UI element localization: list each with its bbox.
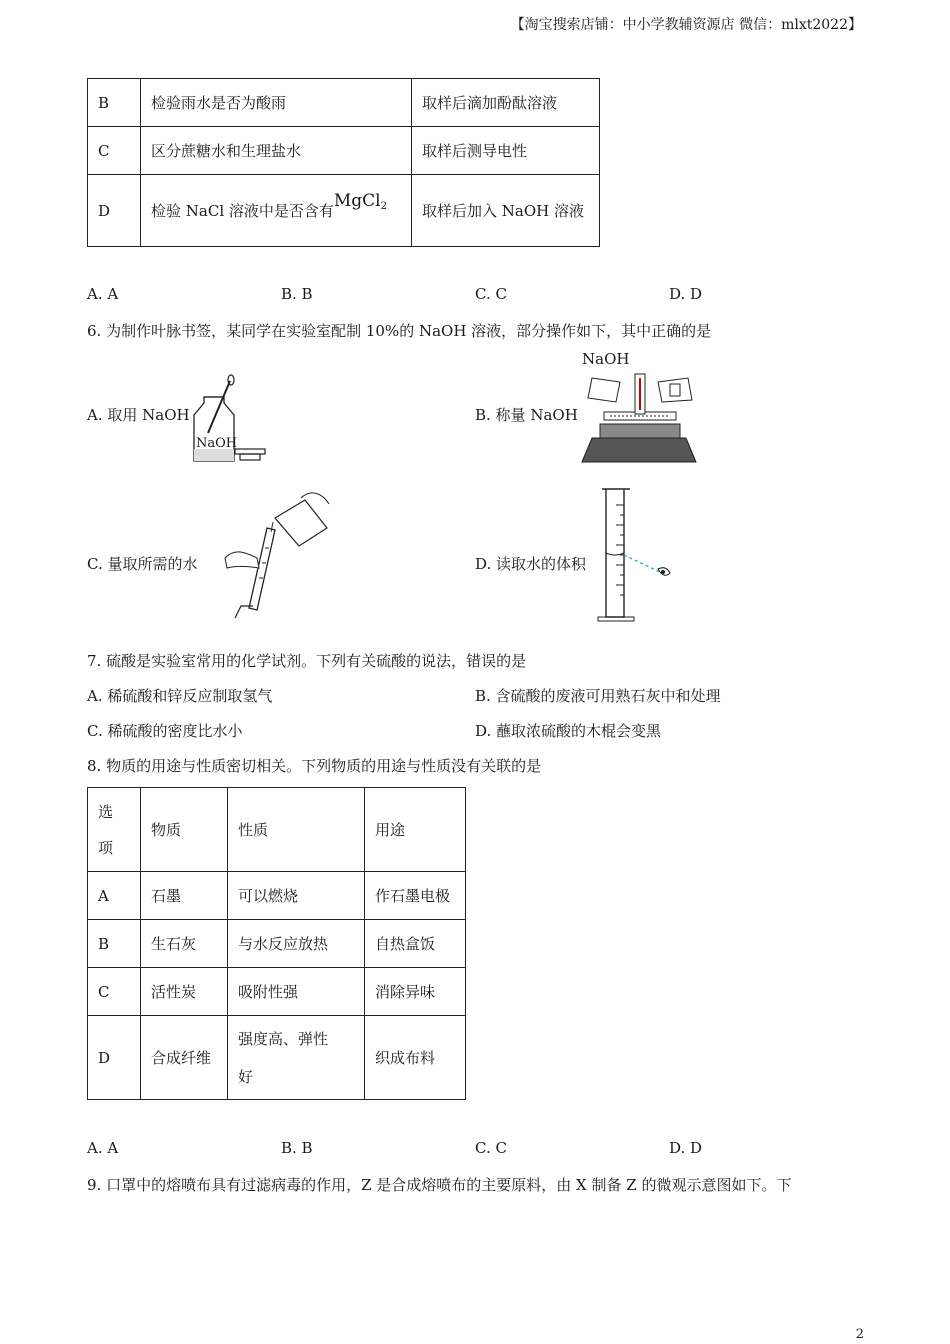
q7-option-b[interactable]: B. 含硫酸的废液可用熟石灰中和处理 xyxy=(475,687,721,705)
q5-choice-b[interactable]: B. B xyxy=(281,285,313,303)
balance-scale-icon xyxy=(580,370,700,465)
row-purpose: 检验雨水是否为酸雨 xyxy=(141,79,412,127)
table-row xyxy=(88,872,466,920)
reagent-bottle-spatula-icon xyxy=(190,375,270,465)
formula-main: MgCl xyxy=(333,190,381,211)
graduated-cylinder-eye-icon xyxy=(596,485,686,625)
row-substance: 合成纤维 xyxy=(141,1016,228,1100)
row-method: 取样后测导电性 xyxy=(412,127,600,175)
row-label: C xyxy=(88,127,141,175)
q7-option-d[interactable]: D. 蘸取浓硫酸的木棍会变黑 xyxy=(475,722,662,740)
q8-table xyxy=(87,787,466,1100)
header-substance: 物质 xyxy=(141,788,228,872)
row-label: A xyxy=(88,872,141,920)
q7-option-c[interactable]: C. 稀硫酸的密度比水小 xyxy=(87,722,243,740)
row-label: B xyxy=(88,920,141,968)
header-option-line2: 项 xyxy=(98,838,114,857)
q5-choice-a[interactable]: A. A xyxy=(87,285,119,303)
row-purpose: 区分蔗糖水和生理盐水 xyxy=(141,127,412,175)
bottle-label: NaOH xyxy=(196,436,238,451)
row-substance: 石墨 xyxy=(141,872,228,920)
row-label: D xyxy=(88,1016,141,1100)
table-row xyxy=(88,79,600,127)
row-substance: 活性炭 xyxy=(141,968,228,1016)
row-property: 可以燃烧 xyxy=(228,872,365,920)
row-property-line1: 强度高、弹性 xyxy=(238,1029,329,1048)
row-property: 与水反应放热 xyxy=(228,920,365,968)
balance-naoh-label: NaOH xyxy=(582,350,630,368)
row-label: D xyxy=(88,175,141,247)
header-property: 性质 xyxy=(228,788,365,872)
table-row xyxy=(88,127,600,175)
table-row xyxy=(88,175,600,247)
row-method: 取样后滴加酚酞溶液 xyxy=(412,79,600,127)
row-method: 取样后加入 NaOH 溶液 xyxy=(412,175,600,247)
row-property-line2: 好 xyxy=(238,1067,254,1086)
q6-option-b[interactable]: B. 称量 NaOH xyxy=(475,406,578,424)
mgcl2-formula xyxy=(334,191,387,211)
q8-choice-a[interactable]: A. A xyxy=(87,1139,119,1157)
q6-option-c[interactable]: C. 量取所需的水 xyxy=(87,555,198,573)
table-row xyxy=(88,920,466,968)
table-header-row xyxy=(88,788,466,872)
row-use: 自热盒饭 xyxy=(365,920,466,968)
row-label: B xyxy=(88,79,141,127)
row-substance: 生石灰 xyxy=(141,920,228,968)
header-use: 用途 xyxy=(365,788,466,872)
row-use: 消除异味 xyxy=(365,968,466,1016)
table-row xyxy=(88,968,466,1016)
page-number: 2 xyxy=(855,1327,864,1342)
row-use: 织成布料 xyxy=(365,1016,466,1100)
row-property xyxy=(228,1016,365,1100)
q8-choice-b[interactable]: B. B xyxy=(281,1139,313,1157)
table-row xyxy=(88,1016,466,1100)
pouring-water-cylinder-icon xyxy=(205,488,335,623)
header-option-line1: 选 xyxy=(98,802,114,821)
q5-choice-c[interactable]: C. C xyxy=(475,285,507,303)
header-option xyxy=(88,788,141,872)
q8-choice-d[interactable]: D. D xyxy=(669,1139,703,1157)
row-label: C xyxy=(88,968,141,1016)
q8-choice-c[interactable]: C. C xyxy=(475,1139,507,1157)
q6-stem: 6. 为制作叶脉书签，某同学在实验室配制 10%的 NaOH 溶液，部分操作如下，其中正确的是 xyxy=(87,322,712,340)
shop-header: 【淘宝搜索店铺：中小学教辅资源店 微信：mlxt2022】 xyxy=(510,17,862,33)
q9-stem: 9. 口罩中的熔喷布具有过滤病毒的作用，Z 是合成熔喷布的主要原料，由 X 制备 Z 的微观示意图如下。下 xyxy=(87,1176,792,1194)
formula-subscript: 2 xyxy=(380,200,387,212)
row-property: 吸附性强 xyxy=(228,968,365,1016)
row-purpose-cell xyxy=(141,175,412,247)
q7-option-a[interactable]: A. 稀硫酸和锌反应制取氢气 xyxy=(87,687,273,705)
q5-choice-d[interactable]: D. D xyxy=(669,285,703,303)
q5-table xyxy=(87,78,600,247)
q6-option-a[interactable]: A. 取用 NaOH xyxy=(87,406,190,424)
q7-stem: 7. 硫酸是实验室常用的化学试剂。下列有关硫酸的说法，错误的是 xyxy=(87,652,527,670)
q8-stem: 8. 物质的用途与性质密切相关。下列物质的用途与性质没有关联的是 xyxy=(87,757,542,775)
row-purpose: 检验 NaCl 溶液中是否含有 xyxy=(151,201,334,220)
q6-option-d[interactable]: D. 读取水的体积 xyxy=(475,555,587,573)
row-use: 作石墨电极 xyxy=(365,872,466,920)
